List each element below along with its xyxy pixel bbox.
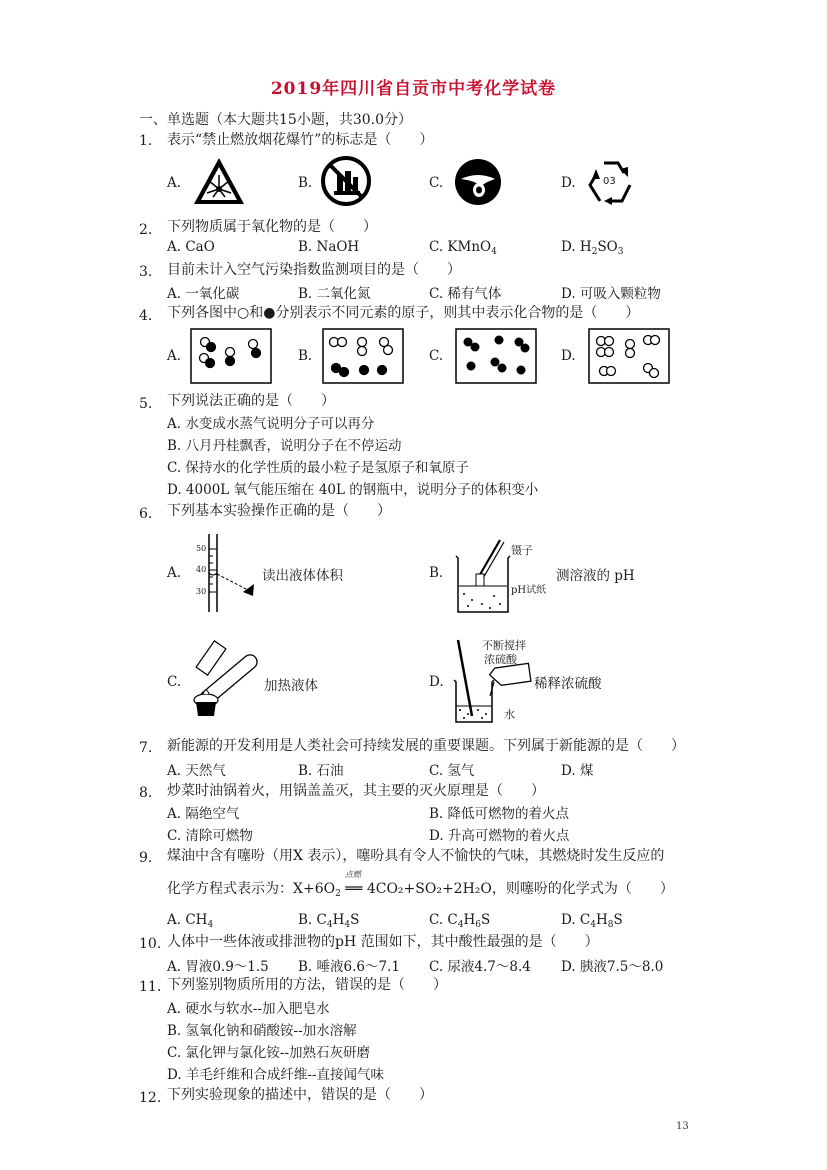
question-number: 5.: [139, 396, 153, 412]
question-number: 9.: [139, 850, 153, 866]
option-d-label: D.: [561, 175, 576, 191]
question-number: 8.: [139, 785, 153, 801]
question-number: 10.: [139, 936, 162, 952]
question-text: 下列各图中○和●分别表示不同元素的原子，则其中表示化合物的是（ ）: [167, 305, 640, 321]
water-label: 水: [504, 708, 515, 721]
option-b: B. 降低可燃物的着火点: [429, 806, 570, 822]
particle-diagram-a: [190, 328, 272, 384]
question-number: 11.: [139, 979, 162, 995]
option-c-caption: 加热液体: [264, 678, 318, 694]
option-a: A. 隔绝空气: [167, 806, 240, 822]
question-text: 下列物质属于氧化物的是（ ）: [167, 219, 377, 235]
option-b: B. 石油: [298, 763, 344, 779]
question-text: 下列实验现象的描述中，错误的是（ ）: [167, 1087, 433, 1103]
option-c: C. 氯化钾与氯化铵--加熟石灰研磨: [167, 1045, 371, 1061]
question-text: 目前未计入空气污染指数监测项目的是（ ）: [167, 262, 461, 278]
option-d: D. 4000L 氧气能压缩在 40L 的钢瓶中，说明分子的体积变小: [167, 482, 539, 498]
question-text: 下列鉴别物质所用的方法，错误的是（ ）: [167, 977, 447, 993]
option-c: C. 清除可燃物: [167, 828, 253, 844]
particle-diagram-b: [322, 328, 404, 384]
option-d: D. $H_2SO_3$: [561, 239, 624, 257]
option-d: D. 可吸入颗粒物: [561, 286, 661, 302]
option-d-label: D.: [561, 348, 576, 364]
option-c: C. 尿液4.7～8.4: [429, 959, 531, 975]
option-a: A. 天然气: [167, 763, 226, 779]
page-number: 13: [676, 1121, 689, 1132]
particle-diagram-d: [588, 328, 670, 384]
option-d: D. 煤: [561, 763, 594, 779]
option-d-caption: 稀释浓硫酸: [534, 676, 602, 692]
option-a: A. 胃液0.9～1.5: [167, 959, 269, 975]
water-saving-logo-icon: [453, 157, 503, 207]
question-number: 4.: [139, 308, 153, 324]
option-c: C. 保持水的化学性质的最小粒子是氢原子和氧原子: [167, 460, 469, 476]
option-b-label: B.: [298, 348, 313, 364]
option-b: B. 八月丹桂飘香，说明分子在不停运动: [167, 438, 402, 454]
option-a-label: A.: [167, 175, 182, 191]
particle-diagram-c: [455, 328, 537, 384]
question-text: 表示“禁止燃放烟花爆竹”的标志是（ ）: [167, 132, 434, 148]
exam-title: 2019年四川省自贡市中考化学试卷: [270, 79, 557, 99]
option-b: B. $C_4H_4S$: [298, 912, 360, 930]
stir-label: 不断搅拌: [482, 639, 526, 652]
option-b-label: B.: [429, 565, 444, 581]
no-fireworks-sign-icon: [320, 155, 372, 207]
question-text: 新能源的开发利用是人类社会可持续发展的重要课题。下列属于新能源的是（ ）: [167, 738, 685, 754]
question-number: 3.: [139, 264, 153, 280]
option-d: D. $C_4H_8S$: [561, 912, 623, 930]
question-number: 1.: [139, 133, 153, 149]
option-d: D. 胰液7.5～8.0: [561, 959, 664, 975]
question-number: 12.: [139, 1090, 162, 1106]
equation-line: 化学方程式表示为：$X+6O_2$ 点燃 ══ 4CO₂+SO₂+2H₂O，则噻吩的化学式为（ ）: [167, 870, 674, 899]
section-header: 一、单选题（本大题共15小题，共30.0分）: [139, 112, 412, 128]
option-a-label: A.: [167, 565, 182, 581]
option-d: D. 羊毛纤维和合成纤维--直接闻气味: [167, 1067, 385, 1083]
ph-paper-label: pH试纸: [511, 585, 547, 596]
acid-label: 浓硫酸: [484, 653, 517, 666]
question-text: 人体中一些体液或排泄物的pH 范围如下，其中酸性最强的是（ ）: [167, 934, 599, 950]
recycle-code-text: 03: [603, 176, 616, 187]
option-b: B. 二氧化氮: [298, 286, 371, 302]
cylinder-tick-50: 50: [196, 544, 207, 553]
tweezers-label: 镊子: [511, 544, 533, 557]
option-c-label: C.: [429, 348, 444, 364]
option-c-label: C.: [167, 674, 182, 690]
option-a-label: A.: [167, 348, 182, 364]
option-c: C. 稀有气体: [429, 286, 502, 302]
question-text: 炒菜时油锅着火，用锅盖盖灭，其主要的灭火原理是（ ）: [167, 783, 545, 799]
option-a-caption: 读出液体体积: [262, 568, 343, 584]
ph-test-beaker-figure: [452, 536, 514, 616]
option-b: B. 唾液6.6～7.1: [298, 959, 400, 975]
option-a: A. 硬水与软水--加入肥皂水: [167, 1001, 330, 1017]
option-c: C. KMnO$_4$: [429, 239, 497, 257]
question-number: 6.: [139, 506, 153, 522]
option-b-caption: 测溶液的 pH: [556, 568, 635, 584]
option-a: A. 水变成水蒸气说明分子可以再分: [167, 416, 375, 432]
heating-test-tube-figure: [188, 636, 262, 720]
option-c-label: C.: [429, 175, 444, 191]
cylinder-tick-30: 30: [196, 587, 207, 596]
question-number: 7.: [139, 740, 153, 756]
option-c: C. $C_4H_6S$: [429, 912, 491, 930]
cylinder-tick-40: 40: [196, 565, 207, 574]
question-text: 下列说法正确的是（ ）: [167, 393, 335, 409]
explosive-warning-icon: [192, 155, 246, 207]
option-a: A. 一氧化碳: [167, 286, 240, 302]
question-number: 2.: [139, 222, 153, 238]
option-a: A. $CH_4$: [167, 912, 214, 930]
option-d: D. 升高可燃物的着火点: [429, 828, 570, 844]
option-d-label: D.: [429, 674, 444, 690]
question-text: 下列基本实验操作正确的是（ ）: [167, 503, 391, 519]
option-c: C. 氢气: [429, 763, 475, 779]
option-a: A. CaO: [167, 239, 215, 255]
option-b: B. 氢氧化钠和硝酸铵--加水溶解: [167, 1023, 357, 1039]
option-b-label: B.: [298, 175, 313, 191]
question-text: 煤油中含有噻吩（用X 表示），噻吩具有令人不愉快的气味，其燃烧时发生反应的: [167, 848, 665, 864]
option-b: B. NaOH: [298, 239, 360, 255]
